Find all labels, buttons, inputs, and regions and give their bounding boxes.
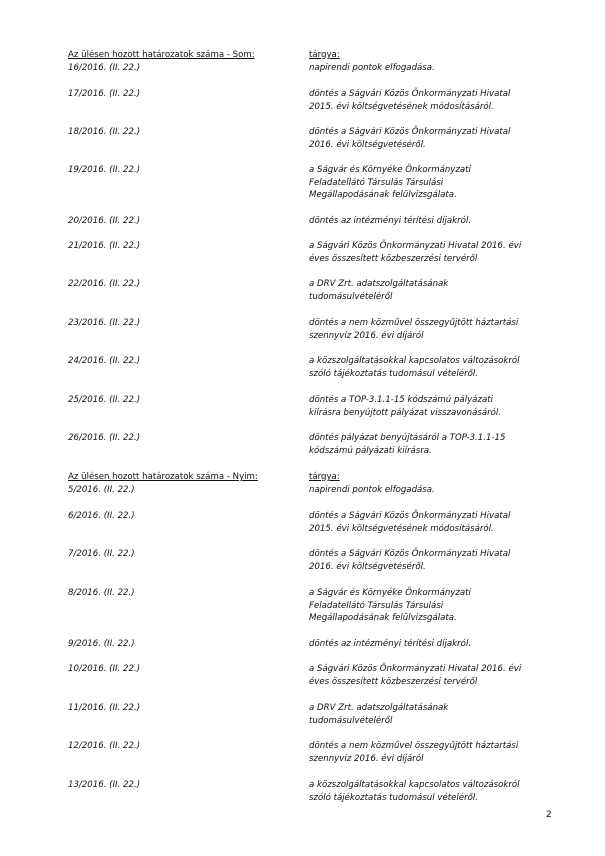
resolution-subject: döntés a Ságvári Közös Önkormányzati Hivatal 2016. évi költségvetéséről. [309, 127, 511, 150]
resolution-subject: döntés az intézményi térítési díjakról. [309, 216, 472, 226]
resolution-number: 18/2016. (II. 22.) [68, 127, 141, 137]
section-heading-subject: tárgya: [309, 50, 340, 60]
resolution-subject: a Ságvári Közös Önkormányzati Hivatal 2016. évi éves összesített közbeszerzési tervéről [309, 241, 522, 264]
resolution-subject: a Ságvár és Környéke Önkormányzati Feladatellátó Társulás Társulási Megállapodásának felülvizsgálata. [309, 165, 471, 200]
resolution-number: 19/2016. (II. 22.) [68, 165, 141, 175]
resolution-number: 21/2016. (II. 22.) [68, 241, 141, 251]
resolution-subject: napirendi pontok elfogadása. [309, 485, 435, 495]
resolution-number: 26/2016. (II. 22.) [68, 433, 141, 443]
resolution-subject: a Ságvári Közös Önkormányzati Hivatal 2016. évi éves összesített közbeszerzési tervéről [309, 664, 522, 687]
resolution-subject: döntés a TOP-3.1.1-15 kódszámú pályázati kiírásra benyújtott pályázat visszavonásáról. [309, 395, 502, 418]
resolution-subject: a közszolgáltatásokkal kapcsolatos változásokról szóló tájékoztatás tudomásul vételéről. [309, 356, 520, 379]
resolution-subject: a DRV Zrt. adatszolgáltatásának tudomásulvételéről [309, 279, 449, 302]
section-heading-row [68, 471, 568, 484]
resolution-subject: döntés a Ságvári Közös Önkormányzati Hivatal 2016. évi költségvetéséről. [309, 549, 511, 572]
resolution-subject: döntés a nem közművel összegyűjtött háztartási szennyvíz 2016. évi díjáról [309, 318, 519, 341]
resolution-subject: döntés a Ságvári Közös Önkormányzati Hivatal 2015. évi költségvetésének módosításáról. [309, 89, 511, 112]
section-som [68, 49, 568, 456]
resolution-number: 12/2016. (II. 22.) [68, 741, 141, 751]
resolution-subject: döntés a nem közművel összegyűjtött háztartási szennyvíz 2016. évi díjáról [309, 741, 519, 764]
resolution-subject: döntés az intézményi térítési díjakról. [309, 639, 472, 649]
resolution-number: 8/2016. (II. 22.) [68, 588, 135, 598]
section-heading-row [68, 49, 568, 62]
resolution-number: 5/2016. (II. 22.) [68, 485, 135, 495]
resolution-number: 10/2016. (II. 22.) [68, 664, 141, 674]
resolution-subject: a Ságvár és Környéke Önkormányzati Feladatellátó Társulás Társulási Megállapodásának felülvizsgálata. [309, 588, 471, 623]
resolution-number: 23/2016. (II. 22.) [68, 318, 141, 328]
resolution-number: 24/2016. (II. 22.) [68, 356, 141, 366]
section-heading-subject: tárgya: [309, 472, 340, 482]
resolution-subject: a DRV Zrt. adatszolgáltatásának tudomásulvételéről [309, 703, 449, 726]
resolution-subject: a közszolgáltatásokkal kapcsolatos változásokról szóló tájékoztatás tudomásul vételéről. [309, 780, 520, 803]
resolution-number: 20/2016. (II. 22.) [68, 216, 141, 226]
section-heading-number: Az ülésen hozott határozatok száma - Nyim: [68, 472, 258, 482]
resolution-number: 9/2016. (II. 22.) [68, 639, 135, 649]
resolution-subject: napirendi pontok elfogadása. [309, 63, 435, 73]
resolution-number: 25/2016. (II. 22.) [68, 395, 141, 405]
resolution-number: 6/2016. (II. 22.) [68, 511, 135, 521]
page-number: 2 [546, 810, 552, 820]
section-nyim [68, 471, 568, 803]
section-heading-number: Az ülésen hozott határozatok száma - Som: [68, 50, 255, 60]
resolution-subject: döntés pályázat benyújtásáról a TOP-3.1.1-15 kódszámú pályázati kiírásra. [309, 433, 506, 456]
resolution-number: 11/2016. (II. 22.) [68, 703, 141, 713]
resolution-number: 22/2016. (II. 22.) [68, 279, 141, 289]
resolution-number: 7/2016. (II. 22.) [68, 549, 135, 559]
resolution-subject: döntés a Ságvári Közös Önkormányzati Hivatal 2015. évi költségvetésének módosításáról. [309, 511, 511, 534]
resolution-number: 17/2016. (II. 22.) [68, 89, 141, 99]
resolution-number: 16/2016. (II. 22.) [68, 63, 141, 73]
resolution-number: 13/2016. (II. 22.) [68, 780, 141, 790]
